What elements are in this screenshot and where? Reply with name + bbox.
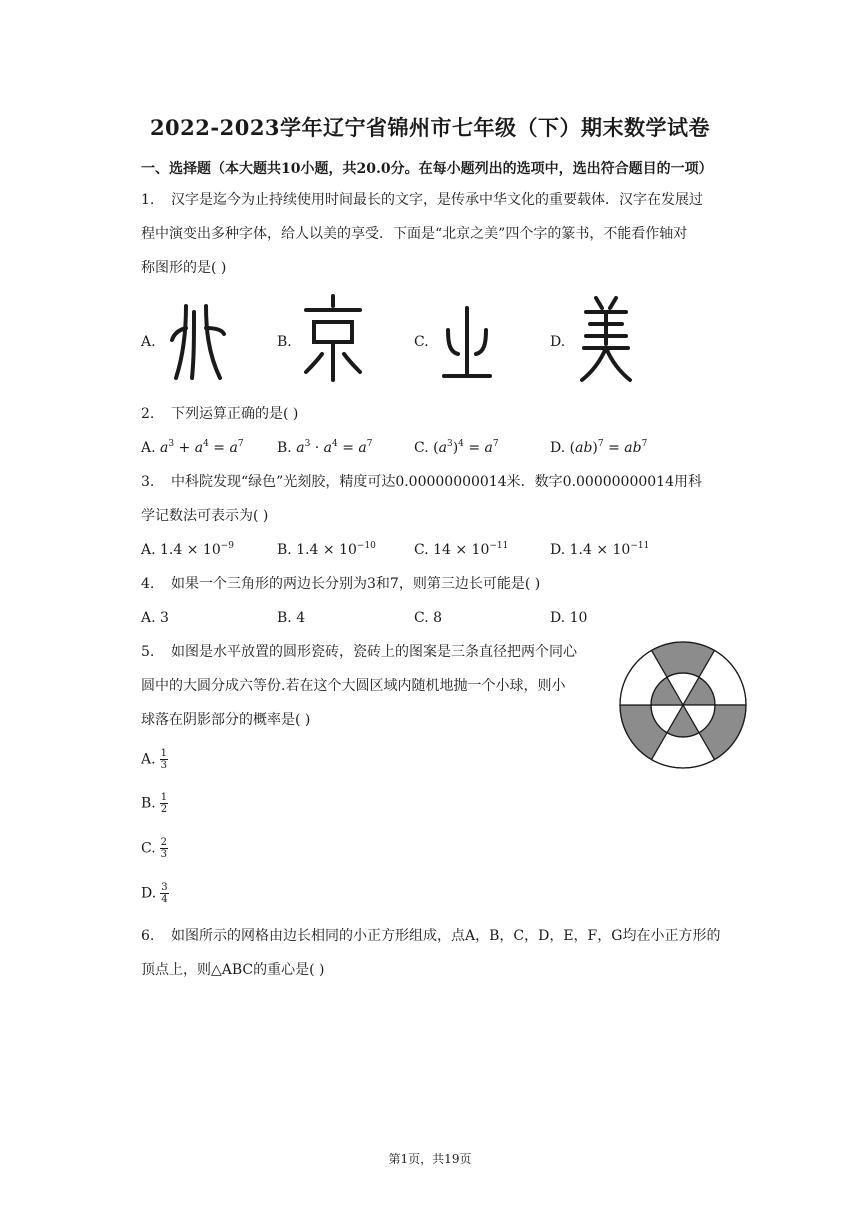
- q2-option-c: C. $(a^3)^4 = a^7$: [414, 439, 499, 456]
- q6-number: 6.: [141, 928, 155, 944]
- q2-option-b: B. $a^3 \cdot a^4 = a^7$: [277, 439, 373, 456]
- section-heading: 一、选择题（本大题共10小题，共20.0分。在每小题列出的选项中，选出符合题目的一项）: [141, 161, 713, 177]
- q1-option-b-label: B.: [277, 334, 292, 350]
- q4-line: 4. 如果一个三角形的两边长分别为3和7，则第三边长可能是( ): [141, 576, 541, 592]
- q5-line-2: 圆中的大圆分成六等份.若在这个大圆区域内随机地抛一个小球，则小: [141, 678, 566, 694]
- q2-line: 2. 下列运算正确的是( ): [141, 406, 299, 422]
- q1-option-a-label: A.: [141, 334, 156, 350]
- concentric-tile-figure: [618, 640, 748, 770]
- q5-number: 5.: [141, 644, 155, 660]
- q5-line-3: 球落在阴影部分的概率是( ): [141, 712, 311, 728]
- q3-option-d: D. $1.4 \times 10^{-11}$: [550, 541, 650, 558]
- q4-option-b: B. 4: [277, 610, 306, 626]
- q3-option-b: B. $1.4 \times 10^{-10}$: [277, 541, 376, 558]
- q5-option-d: D. $\frac{3}{4}$: [141, 882, 168, 905]
- q5-option-c: C. $\frac{2}{3}$: [141, 837, 168, 860]
- q2-option-d: D. $(ab)^7 = ab^7$: [550, 439, 648, 456]
- seal-glyph-bei-image: [168, 298, 228, 384]
- q3-number: 3.: [141, 474, 155, 490]
- q1-line-1: 1. 汉字是迄今为止持续使用时间最长的文字，是传承中华文化的重要载体．汉字在发展过: [141, 192, 703, 208]
- q4-option-c: C. 8: [414, 610, 443, 626]
- q1-line-2: 程中演变出多种字体，给人以美的享受．下面是“北京之美”四个字的篆书，不能看作轴对: [141, 226, 688, 242]
- seal-glyph-zhi-image: [440, 304, 494, 384]
- q6-line-2: 顶点上，则△ABC的重心是( ): [141, 962, 325, 978]
- q1-option-c-label: C.: [414, 334, 429, 350]
- page-footer: 第1页，共19页: [388, 1152, 472, 1166]
- q3-line-1: 3. 中科院发现“绿色”光刻胶，精度可达0.00000000014米．数字0.00000000014用科: [141, 474, 702, 490]
- q5-option-b: B. $\frac{1}{2}$: [141, 792, 168, 815]
- q3-option-c: C. $14 \times 10^{-11}$: [414, 541, 509, 558]
- q1-line-3: 称图形的是( ): [141, 260, 227, 276]
- q3-line-2: 学记数法可表示为( ): [141, 508, 269, 524]
- q6-line-1: 6. 如图所示的网格由边长相同的小正方形组成，点A，B，C，D，E，F，G均在小正方形的: [141, 928, 721, 944]
- q2-number: 2.: [141, 406, 155, 422]
- q1-number: 1.: [141, 192, 155, 208]
- q1-option-d-label: D.: [550, 334, 566, 350]
- seal-glyph-jing-image: [300, 292, 366, 384]
- exam-title: 2022-2023学年辽宁省锦州市七年级（下）期末数学试卷: [149, 115, 711, 140]
- q4-option-d: D. 10: [550, 610, 588, 626]
- seal-glyph-mei-image: [578, 294, 634, 384]
- q3-option-a: A. $1.4 \times 10^{-9}$: [141, 541, 235, 558]
- q5-line-1: 5. 如图是水平放置的圆形瓷砖，瓷砖上的图案是三条直径把两个同心: [141, 644, 577, 660]
- q5-option-a: A. $\frac{1}{3}$: [141, 748, 167, 771]
- q4-option-a: A. 3: [141, 610, 169, 626]
- q2-option-a: A. $a^3 + a^4 = a^7$: [141, 439, 244, 456]
- q4-number: 4.: [141, 576, 155, 592]
